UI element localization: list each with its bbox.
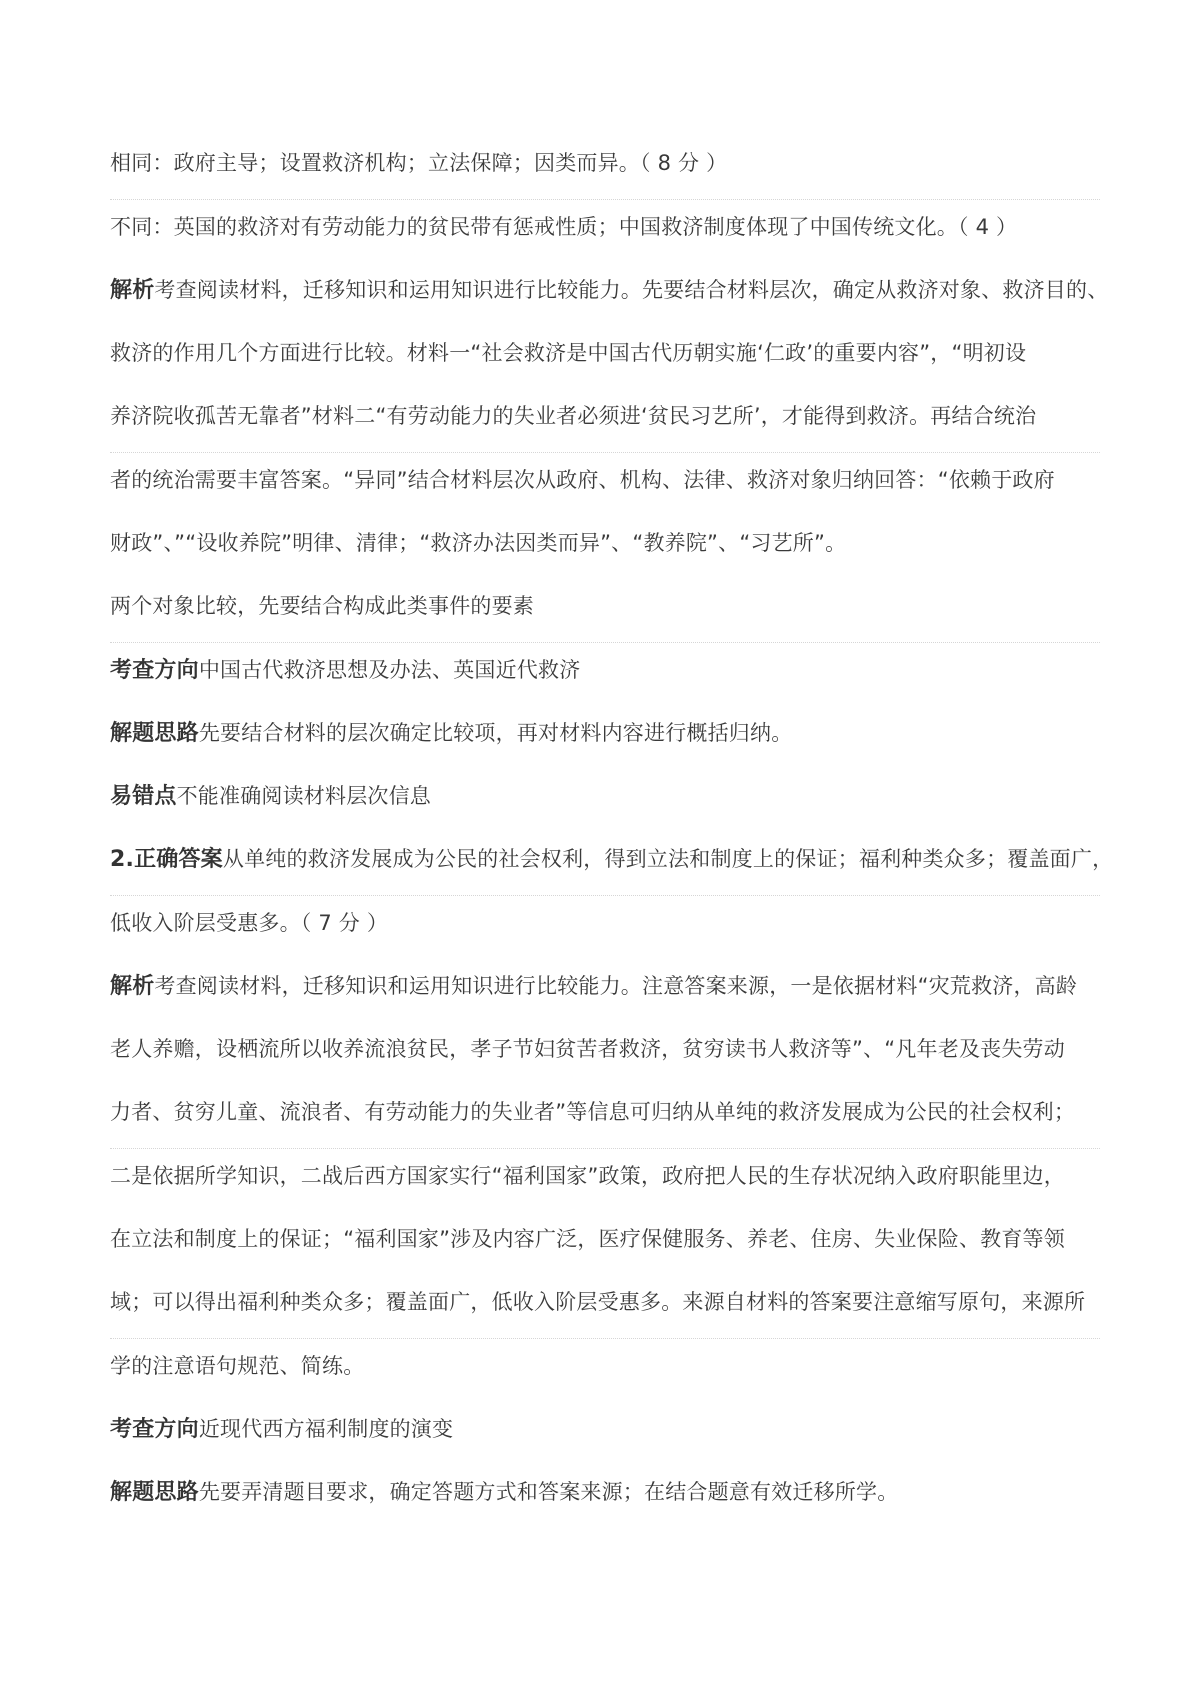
text-line bbox=[110, 326, 1100, 389]
line-text: 从单纯的救济发展成为公民的社会权利，得到立法和制度上的保证；福利种类众多；覆盖面广， bbox=[222, 847, 1114, 871]
line-text: 相同：政府主导；设置救济机构；立法保障；因类而异。（ 8 分 ） bbox=[110, 151, 728, 175]
text-line bbox=[110, 769, 1100, 832]
text-line bbox=[110, 199, 1100, 263]
line-text: 养济院收孤苦无靠者”材料二“有劳动能力的失业者必须进‘贫民习艺所’，才能得到救济。再结合统治 bbox=[110, 404, 1037, 428]
line-label: 考查方向 bbox=[110, 658, 199, 683]
document-page bbox=[110, 136, 1114, 1528]
text-line bbox=[110, 1212, 1100, 1275]
line-text: 近现代西方福利制度的演变 bbox=[198, 1417, 454, 1441]
text-line bbox=[110, 516, 1100, 579]
line-text: 力者、贫穷儿童、流浪者、有劳动能力的失业者”等信息可归纳从单纯的救济发展成为公民的社会权利； bbox=[110, 1100, 1076, 1124]
line-text: 在立法和制度上的保证；“福利国家”涉及内容广泛，医疗保健服务、养老、住房、失业保险、教育等领 bbox=[110, 1227, 1065, 1251]
line-label: 2.正确答案 bbox=[110, 847, 223, 872]
text-line bbox=[110, 832, 1114, 895]
line-text: 考查阅读材料，迁移知识和运用知识进行比较能力。先要结合材料层次，确定从救济对象、救济目的、 bbox=[154, 278, 1109, 302]
line-text: 先要弄清题目要求，确定答题方式和答案来源；在结合题意有效迁移所学。 bbox=[198, 1480, 899, 1504]
line-text: 救济的作用几个方面进行比较。材料一“社会救济是中国古代历朝实施‘仁政’的重要内容”，“明初设 bbox=[110, 341, 1027, 365]
text-line bbox=[110, 1465, 1100, 1528]
text-line bbox=[110, 263, 1109, 326]
line-text: 者的统治需要丰富答案。“异同”结合材料层次从政府、机构、法律、救济对象归纳回答：“依赖于政府 bbox=[110, 468, 1055, 492]
line-text: 考查阅读材料，迁移知识和运用知识进行比较能力。注意答案来源，一是依据材料“灾荒救济，高龄 bbox=[154, 974, 1078, 998]
text-line bbox=[110, 1275, 1100, 1338]
line-text: 不能准确阅读材料层次信息 bbox=[176, 784, 432, 808]
line-label: 解题思路 bbox=[110, 721, 199, 746]
text-line bbox=[110, 579, 1100, 642]
line-text: 财政”、”“设收养院”明律、清律；“救济办法因类而异”、“教养院”、“习艺所”。 bbox=[110, 531, 847, 555]
line-text: 二是依据所学知识，二战后西方国家实行“福利国家”政策，政府把人民的生存状况纳入政府职能里边， bbox=[110, 1164, 1065, 1188]
line-text: 低收入阶层受惠多。（ 7 分 ） bbox=[110, 911, 389, 935]
line-label: 考查方向 bbox=[110, 1417, 199, 1442]
text-line bbox=[110, 642, 1100, 706]
line-text: 两个对象比较，先要结合构成此类事件的要素 bbox=[110, 594, 534, 618]
line-text: 学的注意语句规范、简练。 bbox=[110, 1354, 365, 1378]
line-label: 解题思路 bbox=[110, 1480, 199, 1505]
line-label: 易错点 bbox=[110, 784, 177, 809]
line-text: 先要结合材料的层次确定比较项，再对材料内容进行概括归纳。 bbox=[198, 721, 793, 745]
text-line bbox=[110, 895, 1100, 959]
line-text: 不同：英国的救济对有劳动能力的贫民带有惩戒性质；中国救济制度体现了中国传统文化。（ 4 ） bbox=[110, 215, 1018, 239]
line-label: 解析 bbox=[110, 974, 155, 999]
text-line bbox=[110, 959, 1100, 1022]
text-line bbox=[110, 1022, 1100, 1085]
text-line bbox=[110, 136, 1100, 199]
text-line bbox=[110, 1338, 1100, 1402]
text-line bbox=[110, 1085, 1100, 1148]
line-label: 解析 bbox=[110, 278, 155, 303]
text-line bbox=[110, 389, 1100, 452]
text-line bbox=[110, 452, 1100, 516]
line-text: 老人养赡，设栖流所以收养流浪贫民，孝子节妇贫苦者救济，贫穷读书人救济等”、“凡年老及丧失劳动 bbox=[110, 1037, 1065, 1061]
text-line bbox=[110, 1402, 1100, 1465]
line-text: 中国古代救济思想及办法、英国近代救济 bbox=[198, 658, 581, 682]
text-line bbox=[110, 1148, 1100, 1212]
text-line bbox=[110, 706, 1100, 769]
line-text: 域；可以得出福利种类众多；覆盖面广，低收入阶层受惠多。来源自材料的答案要注意缩写原句，来源所 bbox=[110, 1290, 1086, 1314]
